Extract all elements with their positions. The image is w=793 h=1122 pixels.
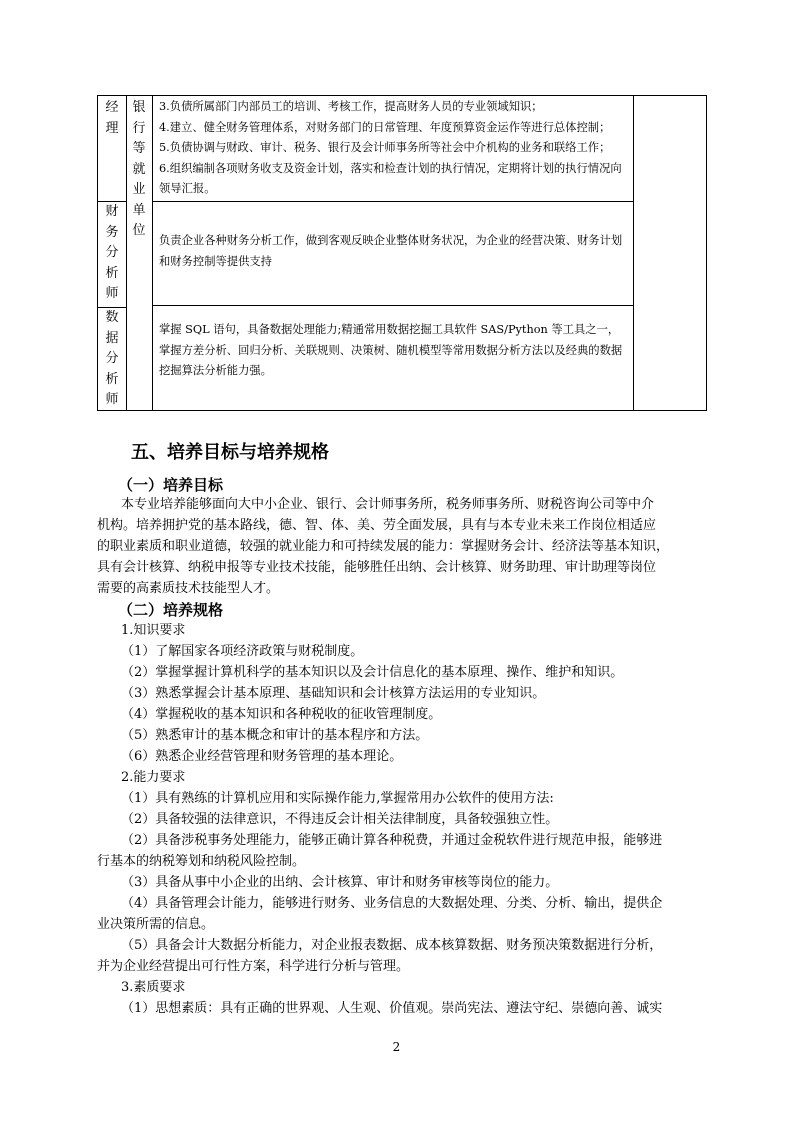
paragraph-line: （3）熟悉掌握会计基本原理、基础知识和会计核算方法运用的专业知识。 bbox=[121, 686, 546, 701]
paragraph-line: 本专业培养能够面向大中小企业、银行、会计师事务所，税务师事务所、财税咨询公司等中介 bbox=[121, 497, 655, 512]
paragraph-line: （6）熟悉企业经营管理和财务管理的基本理论。 bbox=[121, 749, 403, 764]
row-label-manager bbox=[98, 98, 126, 139]
label-char: 务 bbox=[105, 224, 119, 240]
label-char: 业 bbox=[132, 182, 146, 197]
paragraph-line: 机构。培养拥护党的基本路线，德、智、体、美、劳全面发展，具有与本专业未来工作岗位相适应 bbox=[97, 518, 657, 533]
table-divider bbox=[633, 96, 634, 410]
paragraph-line: 1.知识要求 bbox=[121, 623, 186, 638]
paragraph-line: 行基本的纳税筹划和纳税风险控制。 bbox=[97, 854, 306, 869]
paragraph-line: （4）掌握税收的基本知识和各种税收的征收管理制度。 bbox=[121, 707, 442, 722]
data-analyst-duties: 掌握 SQL 语句，具备数据处理能力;精通常用数据挖掘工具软件 SAS/Python 等工具之一，掌握方差分析、回归分析、关联规则、决策树、随机模型等常用数据分析方法以及经典的数据挖掘算法分析能力强。 bbox=[159, 323, 623, 378]
table-divider bbox=[152, 201, 633, 202]
label-char: 银 bbox=[132, 100, 146, 115]
section-title: 五、培养目标与培养规格 bbox=[131, 442, 329, 463]
paragraph-line: 2.能力要求 bbox=[121, 770, 186, 785]
label-char: 分 bbox=[105, 245, 119, 260]
manager-duties: 3.负债所属部门内部员工的培训、考核工作，提高财务人员的专业领域知识； 4.建立、健全财务管理体系，对财务部门的日常管理、年度预算资金运作等进行总体控制； 5.负债协调与财政、审计、税务、银行及会计师事务所等社会中介机构的业务和联络工作； 6.组织编制各项财务收支及资金计划，落实和检查计划的执行情况，定期将计划的执行情况向领导汇报。 bbox=[159, 100, 622, 196]
row-label-data-analyst bbox=[98, 308, 126, 411]
paragraph-line: （3）具备从事中小企业的出纳、会计核算、审计和财务审核等岗位的能力。 bbox=[121, 875, 559, 890]
label-char: 行 bbox=[132, 120, 146, 136]
label-char: 等 bbox=[132, 141, 146, 156]
label-char: 理 bbox=[105, 120, 119, 136]
table-divider bbox=[152, 96, 153, 410]
paragraph-line: 业决策所需的信息。 bbox=[97, 917, 215, 932]
label-char: 析 bbox=[105, 265, 119, 281]
subsection-title-goal: （一）培养目标 bbox=[118, 476, 224, 494]
label-char: 经 bbox=[105, 100, 119, 115]
label-char: 数 bbox=[105, 310, 119, 325]
paragraph-line: （2）具备涉税事务处理能力，能够正确计算各种税费，并通过金税软件进行规范申报，能够进 bbox=[121, 833, 663, 848]
financial-analyst-duties: 负责企业各种财务分析工作，做到客观反映企业整体财务状况，为企业的经营决策、财务计划和财务控制等提供支持 bbox=[159, 234, 623, 268]
label-char: 师 bbox=[105, 286, 119, 301]
paragraph-line: 需要的高素质技术技能型人才。 bbox=[97, 581, 280, 596]
paragraph-line: 具有会计核算、纳税申报等专业技术技能，能够胜任出纳、会计核算、财务助理、审计助理等岗位 bbox=[97, 560, 657, 575]
label-char: 师 bbox=[105, 392, 119, 407]
subsection-title-spec: （二）培养规格 bbox=[118, 601, 224, 619]
paragraph-line: （2）具备较强的法律意识，不得违反会计相关法律制度，具备较强独立性。 bbox=[121, 812, 559, 827]
paragraph-line: （5）具备会计大数据分析能力，对企业报表数据、成本核算数据、财务预决策数据进行分析， bbox=[121, 938, 663, 953]
label-char: 析 bbox=[105, 371, 119, 387]
paragraph-line: （4）具备管理会计能力，能够进行财务、业务信息的大数据处理、分类、分析、输出，提供企 bbox=[121, 896, 663, 911]
label-char: 分 bbox=[105, 351, 119, 366]
paragraph-line: （1）了解国家各项经济政策与财税制度。 bbox=[121, 644, 364, 659]
label-char: 位 bbox=[132, 223, 146, 238]
paragraph-line: （2）掌握掌握计算机科学的基本知识以及会计信息化的基本原理、操作、维护和知识。 bbox=[121, 665, 624, 680]
label-char: 据 bbox=[105, 330, 119, 346]
row-label-financial-analyst bbox=[98, 202, 126, 305]
paragraph-line: （1）具有熟练的计算机应用和实际操作能力,掌握常用办公软件的使用方法: bbox=[121, 791, 554, 806]
paragraph-line: 3.素质要求 bbox=[121, 980, 186, 995]
label-char: 单 bbox=[132, 202, 146, 218]
employer-label bbox=[126, 98, 152, 242]
paragraph-line: （1）思想素质：具有正确的世界观、人生观、价值观。崇尚宪法、遵法守纪、崇德向善、诚实 bbox=[121, 1001, 663, 1016]
paragraph-line: 并为企业经营提出可行性方案，科学进行分析与管理。 bbox=[97, 959, 410, 974]
paragraph-line: （5）熟悉审计的基本概念和审计的基本程序和方法。 bbox=[121, 728, 429, 743]
table-divider bbox=[152, 305, 633, 306]
page-number: 2 bbox=[392, 1040, 401, 1054]
job-table bbox=[97, 95, 707, 411]
paragraph-line: 的职业素质和职业道德，较强的就业能力和可持续发展的能力：掌握财务会计、经济法等基本知识， bbox=[97, 539, 670, 554]
label-char: 就 bbox=[132, 161, 146, 177]
label-char: 财 bbox=[105, 204, 119, 219]
